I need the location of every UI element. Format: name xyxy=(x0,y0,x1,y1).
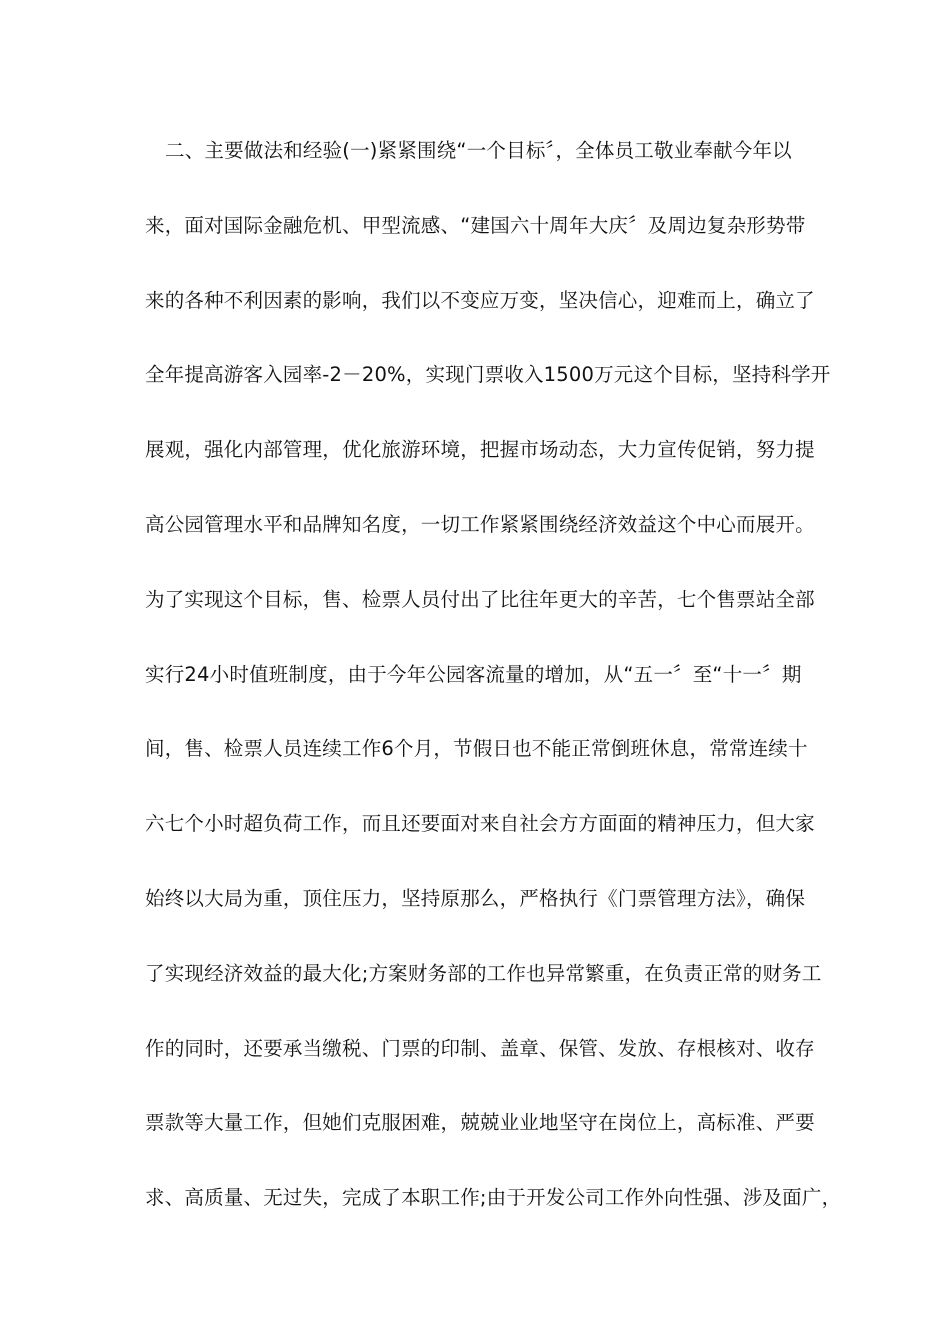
text-line-8: 实行24小时值班制度，由于今年公园客流量的增加，从“五一〞至“十一〞期 xyxy=(145,662,802,686)
text-line-10: 六七个小时超负荷工作，而且还要面对来自社会方方面面的精神压力，但大家 xyxy=(145,812,815,836)
text-line-15: 求、高质量、无过失，完成了本职工作;由于开发公司工作外向性强、涉及面广， xyxy=(145,1186,842,1210)
text-line-13: 作的同时，还要承当缴税、门票的印制、盖章、保管、发放、存根核对、收存 xyxy=(145,1036,815,1060)
text-line-1: 二、主要做法和经验(一)紧紧围绕“一个目标〞，全体员工敬业奉献今年以 xyxy=(165,139,792,162)
text-line-9: 间，售、检票人员连续工作6个月，节假日也不能正常倒班休息，常常连续十 xyxy=(145,737,808,761)
text-line-14: 票款等大量工作，但她们克服困难，兢兢业业地坚守在岗位上，高标准、严要 xyxy=(145,1111,815,1135)
text-line-4: 全年提高游客入园率-2－20%，实现门票收入1500万元这个目标，坚持科学开 xyxy=(145,363,831,387)
text-line-2: 来，面对国际金融危机、甲型流感、“建国六十周年大庆〞及周边复杂形势带 xyxy=(145,213,806,237)
text-line-7: 为了实现这个目标，售、检票人员付出了比往年更大的辛苦，七个售票站全部 xyxy=(145,587,815,611)
text-line-5: 展观，强化内部管理，优化旅游环境，把握市场动态，大力宣传促销，努力提 xyxy=(145,438,815,462)
body-text xyxy=(145,128,842,1250)
text-line-3: 来的各种不利因素的影响，我们以不变应万变，坚决信心，迎难而上，确立了 xyxy=(145,288,815,312)
text-line-12: 了实现经济效益的最大化;方案财务部的工作也异常繁重，在负责正常的财务工 xyxy=(145,961,822,985)
text-line-11: 始终以大局为重，顶住压力，坚持原那么，严格执行《门票管理方法》，确保 xyxy=(145,886,806,910)
text-line-6: 高公园管理水平和品牌知名度，一切工作紧紧围绕经济效益这个中心而展开。 xyxy=(145,512,815,536)
